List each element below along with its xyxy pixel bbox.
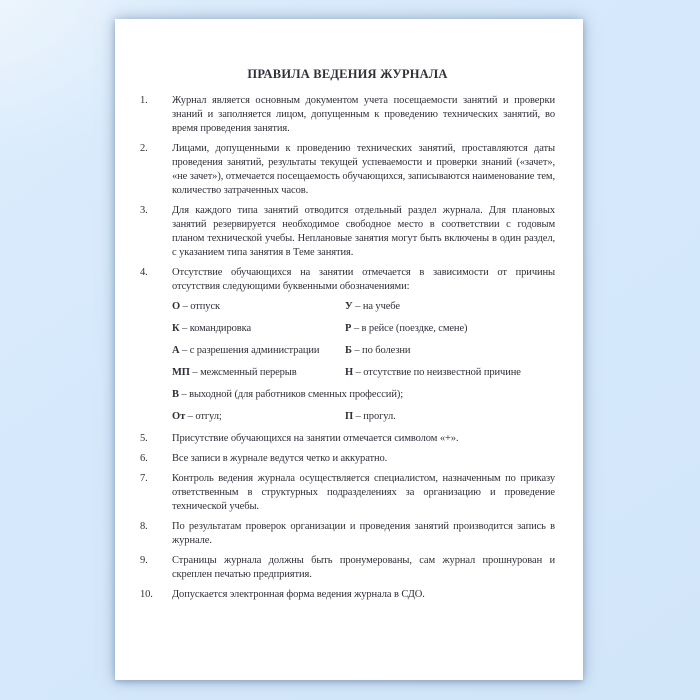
item-text: Все записи в журнале ведутся четко и аккуратно. bbox=[172, 453, 388, 464]
item-text: Журнал является основным документом учета посещаемости занятий и проверки знаний и заполняется лицом, допущенным к проведению технических занятий, во время проведения занятия. bbox=[172, 95, 555, 134]
code-cell bbox=[345, 388, 555, 402]
numbered-item-9 bbox=[140, 554, 555, 582]
code-letter: Б bbox=[345, 345, 352, 356]
code-cell bbox=[172, 388, 404, 402]
item-number: 6. bbox=[140, 453, 148, 464]
code-cell bbox=[172, 300, 345, 314]
item-number: 7. bbox=[140, 473, 148, 484]
item-text: Лицами, допущенными к проведению технических занятий, проставляются даты проведения занятий, результаты текущей успеваемости и проверки знаний («зачет», «не зачет»), отмечается посещаемость обучающихся, записываются наименование тем, количество затраченных часов. bbox=[172, 143, 555, 196]
item-number: 1. bbox=[140, 95, 148, 106]
code-cell bbox=[345, 344, 555, 358]
numbered-item-10 bbox=[140, 588, 555, 602]
code-row bbox=[172, 344, 555, 358]
code-cell bbox=[172, 344, 345, 358]
numbered-item-7 bbox=[140, 472, 555, 514]
item-number: 5. bbox=[140, 433, 148, 444]
item-text: Отсутствие обучающихся на занятии отмечается в зависимости от причины отсутствия следующими буквенными обозначениями: bbox=[172, 267, 555, 292]
code-description: – выходной (для работников сменных профессий); bbox=[181, 389, 404, 400]
item-text: Страницы журнала должны быть пронумерованы, сам журнал прошнурован и скреплен печатью предприятия. bbox=[172, 555, 555, 580]
code-description: – отпуск bbox=[182, 301, 221, 312]
item-text: По результатам проверок организации и проведения занятий производится запись в журнале. bbox=[172, 521, 555, 546]
code-description: – на учебе bbox=[355, 301, 400, 312]
absence-codes-table bbox=[172, 300, 555, 424]
item-number: 3. bbox=[140, 205, 148, 216]
code-letter: Р bbox=[345, 323, 352, 334]
code-cell bbox=[172, 322, 345, 336]
code-row bbox=[172, 366, 555, 380]
code-cell bbox=[172, 410, 345, 424]
numbered-item-8 bbox=[140, 520, 555, 548]
code-cell bbox=[172, 366, 345, 380]
code-cell bbox=[345, 410, 555, 424]
code-letter: П bbox=[345, 411, 354, 422]
code-description: – отгул; bbox=[187, 411, 222, 422]
code-letter: О bbox=[172, 301, 181, 312]
code-letter: В bbox=[172, 389, 179, 400]
document-page bbox=[115, 19, 583, 680]
item-number: 2. bbox=[140, 143, 148, 154]
numbered-item-2 bbox=[140, 142, 555, 198]
document-content bbox=[115, 19, 583, 602]
numbered-item-1 bbox=[140, 94, 555, 136]
code-description: – в рейсе (поездке, смене) bbox=[353, 323, 468, 334]
code-letter: От bbox=[172, 411, 186, 422]
item-text: Для каждого типа занятий отводится отдельный раздел журнала. Для плановых занятий резервируется необходимое свободное место в соответствии с годовым планом технической учебы. Неплановые занятия могут быть включены в один раздел, с указанием типа занятия в Теме занятия. bbox=[172, 205, 555, 258]
numbered-item-4 bbox=[140, 266, 555, 294]
code-letter: МП bbox=[172, 367, 190, 378]
item-number: 10. bbox=[140, 589, 153, 600]
code-cell bbox=[345, 322, 555, 336]
item-number: 8. bbox=[140, 521, 148, 532]
code-cell bbox=[345, 366, 555, 380]
code-description: – с разрешения администрации bbox=[182, 345, 320, 356]
code-cell bbox=[345, 300, 555, 314]
code-letter: А bbox=[172, 345, 180, 356]
code-letter: У bbox=[345, 301, 353, 312]
item-number: 4. bbox=[140, 267, 148, 278]
code-description: – командировка bbox=[182, 323, 252, 334]
item-text: Допускается электронная форма ведения журнала в СДО. bbox=[172, 589, 425, 600]
code-description: – по болезни bbox=[354, 345, 411, 356]
code-description: – отсутствие по неизвестной причине bbox=[355, 367, 521, 378]
code-row bbox=[172, 388, 555, 402]
numbered-item-6 bbox=[140, 452, 555, 466]
code-row bbox=[172, 300, 555, 314]
item-text: Контроль ведения журнала осуществляется специалистом, назначенным по приказу ответственным в структурных подразделениях за организацию и проведение технической учебы. bbox=[172, 473, 555, 512]
code-description: – межсменный перерыв bbox=[192, 367, 297, 378]
item-number: 9. bbox=[140, 555, 148, 566]
code-row bbox=[172, 322, 555, 336]
numbered-item-5 bbox=[140, 432, 555, 446]
code-row bbox=[172, 410, 555, 424]
page-title: ПРАВИЛА ВЕДЕНИЯ ЖУРНАЛА bbox=[247, 67, 448, 81]
code-description: – прогул. bbox=[355, 411, 396, 422]
code-letter: К bbox=[172, 323, 180, 334]
code-letter: Н bbox=[345, 367, 354, 378]
numbered-item-3 bbox=[140, 204, 555, 260]
item-text: Присутствие обучающихся на занятии отмечается символом «+». bbox=[172, 433, 459, 444]
